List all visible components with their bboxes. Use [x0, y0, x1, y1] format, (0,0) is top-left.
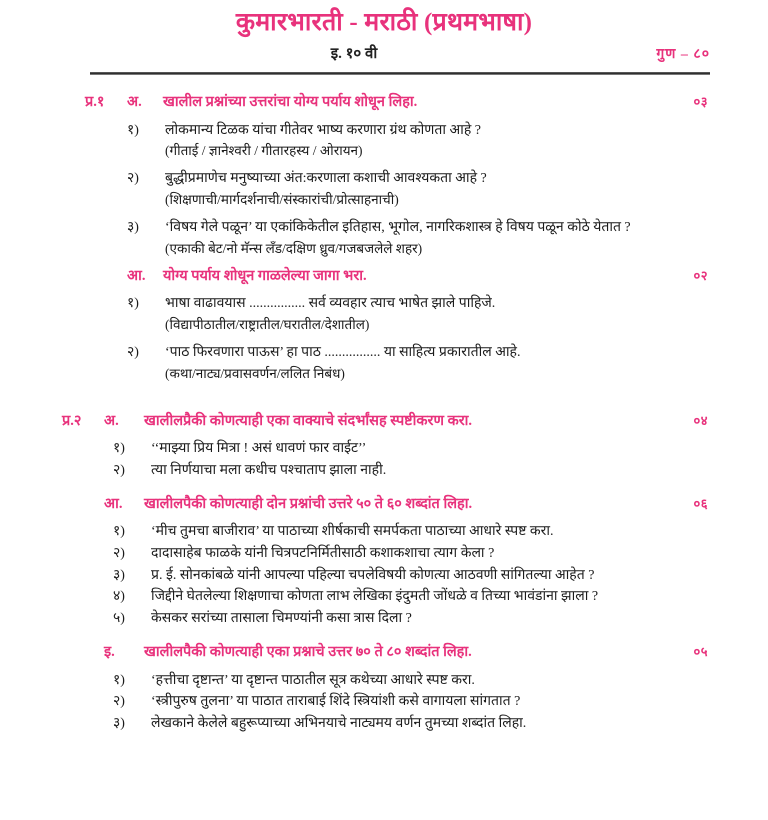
list-item — [0, 342, 768, 364]
question-body — [0, 92, 768, 735]
item-text: ‘हत्तीचा दृष्टान्त’ या दृष्टान्त पाठातील सूत्र कथेच्या आधारे स्पष्ट करा. — [151, 672, 475, 688]
standard-label: इ. १० वी — [330, 46, 378, 63]
item-text: भाषा वाढावयास ................ सर्व व्यवहार त्याच भाषेत झाले पाहिजे. — [165, 296, 496, 312]
section-letter-1a: अ. — [127, 94, 142, 110]
list-item — [0, 608, 768, 630]
list-item — [0, 120, 768, 142]
item-options: (कथा/नाट्य/प्रवासवर्णन/ललित निबंध) — [165, 365, 345, 381]
item-index: ५) — [113, 611, 125, 627]
item-index: २) — [127, 171, 139, 187]
item-index: १) — [127, 296, 139, 312]
section-text-1a: खालील प्रश्नांच्या उत्तरांचा योग्य पर्याय शोधून लिहा. — [163, 94, 418, 110]
item-text: ‘‘माझ्या प्रिय मित्रा ! असं धावणं फार वाईट’’ — [151, 441, 367, 457]
item-text: दादासाहेब फाळके यांनी चित्रपटनिर्मितीसाठी कशाकशाचा त्याग केला ? — [151, 546, 495, 562]
spacer — [0, 630, 768, 642]
list-item — [0, 460, 768, 482]
section-letter-2c: इ. — [104, 643, 115, 660]
item-index: २) — [113, 546, 125, 562]
list-item — [0, 521, 768, 543]
section-marks-1b: ०२ — [693, 267, 708, 283]
item-text: केसकर सरांच्या तासाला चिमण्यांनी कसा त्रास दिला ? — [151, 611, 412, 627]
exam-paper-page — [0, 6, 768, 820]
section-marks-1a: ०३ — [693, 94, 708, 109]
section-heading-2c — [0, 642, 768, 664]
section-marks-2a: ०४ — [693, 412, 708, 428]
item-options: (विद्यापीठातील/राष्ट्रातील/घरातील/देशातील) — [165, 317, 370, 333]
item-index: १) — [113, 672, 125, 688]
list-item — [0, 670, 768, 692]
item-text: ‘स्त्रीपुरुष तुलना’ या पाठात ताराबाई शिंदे स्त्रियांशी कसे वागायला सांगतात ? — [151, 694, 521, 710]
item-text: प्र. ई. सोनकांबळे यांनी आपल्या पहिल्या चपलेविषयी कोणत्या आठवणी सांगितल्या आहेत ? — [151, 567, 595, 583]
spacer — [0, 385, 768, 411]
item-text: लेखकाने केलेले बहुरूप्याच्या अभिनयाचे नाट्यमय वर्णन तुमच्या शब्दांत लिहा. — [151, 715, 527, 731]
list-item — [0, 543, 768, 565]
item-text: ‘मीच तुमचा बाजीराव’ या पाठाच्या शीर्षकाची समर्पकता पाठाच्या आधारे स्पष्ट करा. — [151, 524, 554, 540]
list-item — [0, 565, 768, 587]
item-index: ३) — [127, 219, 139, 235]
section-marks-2c: ०५ — [693, 643, 708, 659]
header-divider — [90, 72, 710, 75]
item-options: (एकाकी बेट/नो मॅन्स लँड/दक्षिण ध्रुव/गजबजलेले शहर) — [165, 240, 423, 256]
question-block-1 — [0, 92, 768, 385]
list-item — [0, 691, 768, 713]
page-title: कुमारभारती - मराठी (प्रथमभाषा) — [235, 9, 533, 36]
item-text: लोकमान्य टिळक यांचा गीतेवर भाष्य करणारा ग्रंथ कोणता आहे ? — [165, 122, 481, 138]
item-index: १) — [127, 122, 139, 138]
section-heading-1a — [0, 92, 768, 114]
total-marks-label: गुण – ८० — [656, 47, 710, 63]
section-heading-2b — [0, 494, 768, 516]
section-heading-1b — [0, 266, 768, 288]
section-text-2b: खालीलपैकी कोणत्याही दोन प्रश्नांची उत्तरे ५० ते ६० शब्दांत लिहा. — [144, 495, 473, 512]
spacer — [0, 482, 768, 494]
item-options: (गीताई / ज्ञानेश्वरी / गीतारहस्य / ओरायन) — [165, 143, 363, 159]
item-text: जिद्दीने घेतलेल्या शिक्षणाचा कोणता लाभ लेखिका इंदुमती जोंधळे व तिच्या भावंडांना झाला ? — [151, 589, 599, 605]
question-number-2: प्र.२ — [62, 412, 82, 429]
list-item — [0, 586, 768, 608]
subheader-row — [0, 41, 768, 67]
list-item — [0, 713, 768, 735]
section-letter-1b: आ. — [127, 267, 146, 284]
list-item — [0, 438, 768, 460]
item-index: ३) — [113, 567, 125, 583]
list-item — [0, 168, 768, 190]
item-index: ३) — [113, 715, 125, 731]
item-index: १) — [113, 524, 125, 540]
item-index: २) — [113, 694, 125, 710]
question-number-1: प्र.१ — [85, 94, 105, 110]
section-marks-2b: ०६ — [693, 495, 708, 511]
item-index: २) — [127, 344, 139, 360]
item-index: ४) — [113, 589, 125, 605]
section-letter-2a: अ. — [104, 412, 119, 429]
item-text: ‘विषय गेले पळून’ या एकांकिकेतील इतिहास, भूगोल, नागरिकशास्त्र हे विषय पळून कोठे येतात ? — [165, 219, 631, 235]
item-text: त्या निर्णयाचा मला कधीच पश्चाताप झाला नाही. — [151, 462, 387, 478]
item-text: ‘पाठ फिरवणारा पाऊस’ हा पाठ ................ या साहित्य प्रकारातील आहे. — [165, 344, 521, 360]
item-text: बुद्धीप्रमाणेच मनुष्याच्या अंत:करणाला कशाची आवश्यकता आहे ? — [165, 171, 487, 187]
item-index: १) — [113, 441, 125, 457]
section-text-1b: योग्य पर्याय शोधून गाळलेल्या जागा भरा. — [163, 267, 367, 284]
question-block-2 — [0, 411, 768, 735]
section-text-2a: खालीलप्रैकी कोणत्याही एका वाक्याचे संदर्भांसह स्पष्टीकरण करा. — [144, 412, 473, 429]
list-item — [0, 293, 768, 315]
section-letter-2b: आ. — [104, 495, 123, 512]
section-heading-2a — [0, 411, 768, 433]
list-item — [0, 217, 768, 239]
item-options: (शिक्षणाची/मार्गदर्शनाची/संस्कारांची/प्रोत्साहनाची) — [165, 192, 399, 208]
section-text-2c: खालीलपैकी कोणत्याही एका प्रश्नाचे उत्तर ७० ते ८० शब्दांत लिहा. — [144, 643, 472, 660]
item-index: २) — [113, 462, 125, 478]
